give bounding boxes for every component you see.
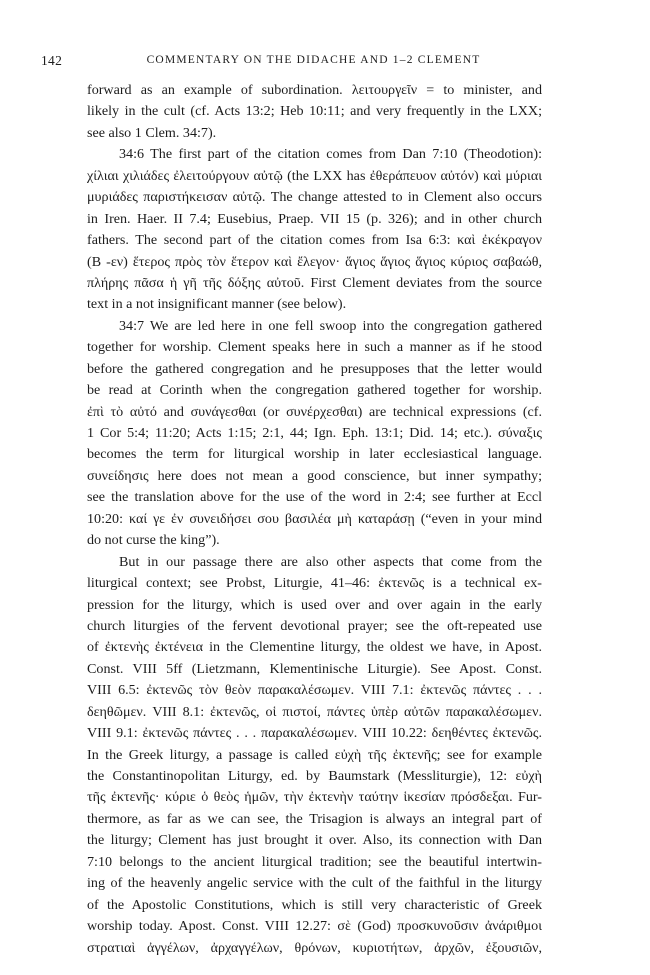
- text-line: VIII 6.5: ἐκτενῶς τὸν θεὸν παρακαλέσωμεν. VIII 7.1: ἐκτενῶς πάντες . . .: [87, 682, 542, 699]
- text-line: see also 1 Clem. 34:7).: [87, 124, 217, 141]
- text-line: the Constantinopolitan Liturgy, ed. by Baumstark (Messliturgie), 12: εὐχὴ: [87, 768, 542, 784]
- paragraph-first-line: But in our passage there are also other aspects that come from the: [119, 553, 542, 570]
- text-line: ing of the heavenly angelic service with the cult of the faithful in the liturgy: [87, 875, 542, 892]
- text-line: χίλιαι χιλιάδες ἐλειτούργουν αὐτῷ (the LXX has ἐθεράπευον αὐτόν) καὶ μύριαι: [87, 167, 542, 184]
- text-line: VIII 9.1: ἐκτενῶς πάντες . . . παρακαλέσωμεν. VIII 10.22: δεηθέντες ἐκτενῶς.: [87, 725, 542, 742]
- text-line: together for worship. Clement speaks here in such a manner as if he stood: [87, 339, 542, 356]
- text-line: 1 Cor 5:4; 11:20; Acts 1:15; 2:1, 44; Ign. Eph. 13:1; Did. 14; etc.). σύναξις: [87, 425, 542, 441]
- text-line: πλήρης πᾶσα ἡ γῆ τῆς δόξης αὐτοῦ. First Clement deviates from the source: [87, 274, 542, 291]
- text-line: before the gathered congregation and he presupposes that the letter would: [87, 360, 542, 377]
- text-line: (B -εν) ἕτερος πρὸς τὸν ἕτερον καὶ ἔλεγον· ἅγιος ἅγιος ἅγιος κύριος σαβαώθ,: [87, 253, 542, 270]
- page-number: 142: [41, 53, 63, 68]
- text-line: 10:20: καί γε ἐν συνειδήσει σου βασιλέα μὴ καταράσῃ (“even in your mind: [87, 510, 542, 527]
- text-line: be read at Corinth when the congregation gathered together for worship.: [87, 382, 542, 399]
- text-line: fathers. The second part of the citation comes from Isa 6:3: καὶ ἐκέκραγον: [87, 232, 542, 249]
- text-line: thermore, as far as we can see, the Trisagion is always an integral part of: [87, 810, 542, 827]
- text-line: see the translation above for the use of the word in 2:4; see further at Eccl: [87, 489, 542, 506]
- text-line: συνείδησις here does not mean a good conscience, but inner sympathy;: [87, 467, 542, 484]
- text-line: forward as an example of subordination. λειτουργεῖν = to minister, and: [87, 82, 542, 98]
- text-line: ἐπὶ τὸ αὐτό and συνάγεσθαι (or συνέρχεσθαι) are technical expressions (cf.: [87, 403, 542, 420]
- text-line: in Iren. Haer. II 7.4; Eusebius, Praep. VII 15 (p. 326); and in other church: [87, 210, 542, 227]
- text-line: worship today. Apost. Const. VIII 12.27: σὲ (God) προσκυνοῦσιν ἀνάριθμοι: [87, 918, 542, 935]
- text-line: becomes the term for liturgical worship in later ecclesiastical language.: [87, 446, 542, 463]
- text-line: of ἐκτενὴς ἐκτένεια in the Clementine liturgy, the oldest we have, in Apost.: [87, 639, 542, 656]
- running-title: COMMENTARY ON THE DIDACHE AND 1–2 CLEMENT: [146, 54, 481, 66]
- text-line: liturgical context; see Probst, Liturgie, 41–46: ἐκτενῶς is a technical ex-: [87, 575, 542, 592]
- text-line: μυριάδες παριστήκεισαν αὐτῷ. The change attested to in Clement also occurs: [87, 189, 542, 206]
- text-line: the liturgy; Clement has just brought it over. Also, its connection with Dan: [87, 832, 542, 849]
- paragraph-first-line: 34:6 The first part of the citation comes from Dan 7:10 (Theodotion):: [119, 146, 542, 163]
- text-line: Const. VIII 5ff (Lietzmann, Klementinische Liturgie). See Apost. Const.: [87, 660, 542, 677]
- text-line: 7:10 belongs to the ancient liturgical tradition; see the beautiful intertwin-: [87, 853, 542, 870]
- text-line: δεηθῶμεν. VIII 8.1: ἐκτενῶς, οἱ πιστοί, πάντες ὑπὲρ αὐτῶν παρακαλέσωμεν.: [87, 703, 542, 720]
- text-line: In the Greek liturgy, a passage is called εὐχὴ τῆς ἐκτενῆς; see for example: [87, 746, 542, 763]
- body-text: [87, 80, 542, 959]
- text-line: likely in the cult (cf. Acts 13:2; Heb 10:11; and very frequently in the LXX;: [87, 103, 542, 120]
- paragraph-first-line: 34:7 We are led here in one fell swoop into the congregation gathered: [119, 317, 542, 334]
- text-line: τῆς ἐκτενῆς· κύριε ὁ θεὸς ἡμῶν, τὴν ἐκτενὴν ταύτην ἱκεσίαν πρόσδεξαι. Fur-: [87, 789, 542, 806]
- text-line: pression for the liturgy, which is used over and over again in the early: [87, 596, 542, 613]
- text-line: of the Apostolic Constitutions, which is still very characteristic of Greek: [87, 896, 542, 913]
- text-line: στρατιαὶ ἀγγέλων, ἀρχαγγέλων, θρόνων, κυριοτήτων, ἀρχῶν, ἐξουσιῶν,: [87, 939, 542, 956]
- text-line: text in a not insignificant manner (see below).: [87, 296, 347, 313]
- text-line: church liturgies of the fervent devotional prayer; see the oft-repeated use: [87, 617, 542, 634]
- running-head: [41, 53, 544, 73]
- text-line: do not curse the king”).: [87, 532, 220, 549]
